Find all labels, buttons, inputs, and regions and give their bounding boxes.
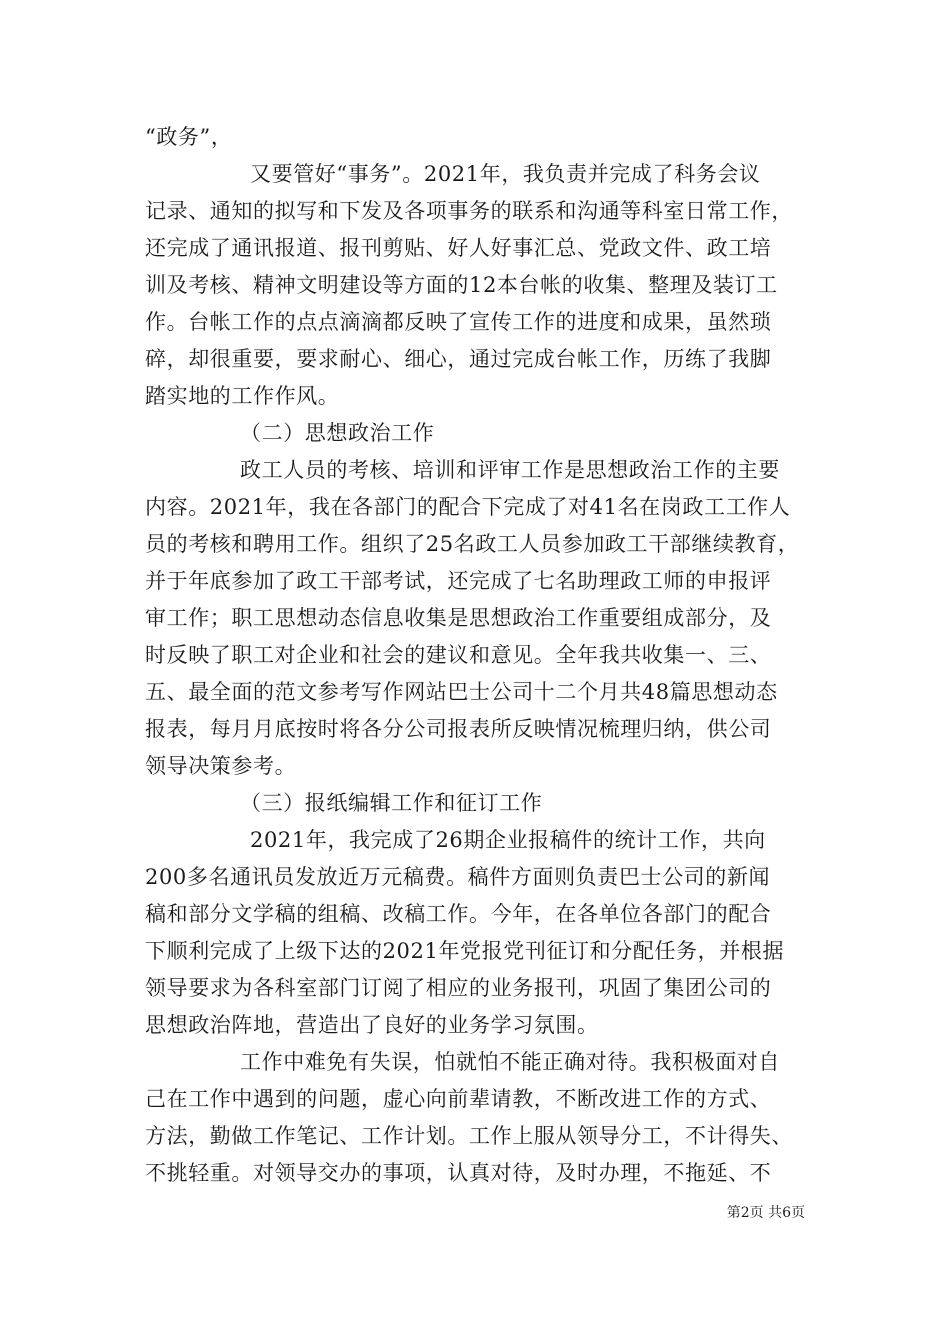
text-line: 领导决策参考。 bbox=[145, 754, 297, 778]
text-line: 思想政治阵地，营造出了良好的业务学习氛围。 bbox=[145, 1013, 599, 1037]
text-line: 碎，却很重要，要求耐心、细心，通过完成台帐工作，历练了我脚 bbox=[145, 347, 772, 371]
text-line: 审工作；职工思想动态信息收集是思想政治工作重要组成部分，及 bbox=[145, 606, 772, 630]
text-line: 员的考核和聘用工作。组织了25名政工人员参加政工干部继续教育， bbox=[145, 532, 800, 556]
section-heading: （三）报纸编辑工作和征订工作 bbox=[240, 791, 543, 815]
text-line: 训及考核、精神文明建设等方面的12本台帐的收集、整理及装订工 bbox=[145, 273, 778, 297]
text-line: 时反映了职工对企业和社会的建议和意见。全年我共收集一、三、 bbox=[145, 643, 772, 667]
text-line: 不挑轻重。对领导交办的事项，认真对待，及时办理，不拖延、不 bbox=[145, 1161, 772, 1185]
text-line: 五、最全面的范文参考写作网站巴士公司十二个月共48篇思想动态 bbox=[145, 680, 778, 704]
text-line: 方法，勤做工作笔记、工作计划。工作上服从领导分工，不计得失、 bbox=[145, 1124, 793, 1148]
paragraph-start-line: 又要管好“事务”。2021年，我负责并完成了科务会议 bbox=[250, 162, 761, 186]
text-line: 作。台帐工作的点点滴滴都反映了宣传工作的进度和成果，虽然琐 bbox=[145, 310, 772, 334]
text-line: 内容。2021年，我在各部门的配合下完成了对41名在岗政工工作人 bbox=[145, 495, 791, 519]
text-line: 并于年底参加了政工干部考试，还完成了七名助理政工师的申报评 bbox=[145, 569, 772, 593]
text-line: “政务”， bbox=[145, 125, 233, 149]
text-line: 报表，每月月底按时将各分公司报表所反映情况梳理归纳，供公司 bbox=[145, 717, 772, 741]
text-line: 己在工作中遇到的问题，虚心向前辈请教，不断改进工作的方式、 bbox=[145, 1087, 772, 1111]
paragraph-start-line: 2021年，我完成了26期企业报稿件的统计工作，共向 bbox=[250, 828, 766, 852]
paragraph-start-line: 工作中难免有失误，怕就怕不能正确对待。我积极面对自 bbox=[240, 1050, 780, 1074]
text-line: 记录、通知的拟写和下发及各项事务的联系和沟通等科室日常工作， bbox=[145, 199, 793, 223]
text-line: 踏实地的工作作风。 bbox=[145, 384, 340, 408]
paragraph-start-line: 政工人员的考核、培训和评审工作是思想政治工作的主要 bbox=[240, 458, 780, 482]
section-heading: （二）思想政治工作 bbox=[240, 421, 435, 445]
text-line: 下顺利完成了上级下达的2021年党报党刊征订和分配任务，并根据 bbox=[145, 939, 785, 963]
text-line: 200多名通讯员发放近万元稿费。稿件方面则负责巴士公司的新闻 bbox=[145, 865, 771, 889]
text-line: 还完成了通讯报道、报刊剪贴、好人好事汇总、党政文件、政工培 bbox=[145, 236, 772, 260]
page-number-footer: 第2页 共6页 bbox=[726, 1205, 805, 1221]
text-line: 领导要求为各科室部门订阅了相应的业务报刊，巩固了集团公司的 bbox=[145, 976, 772, 1000]
text-line: 稿和部分文学稿的组稿、改稿工作。今年，在各单位各部门的配合 bbox=[145, 902, 772, 926]
